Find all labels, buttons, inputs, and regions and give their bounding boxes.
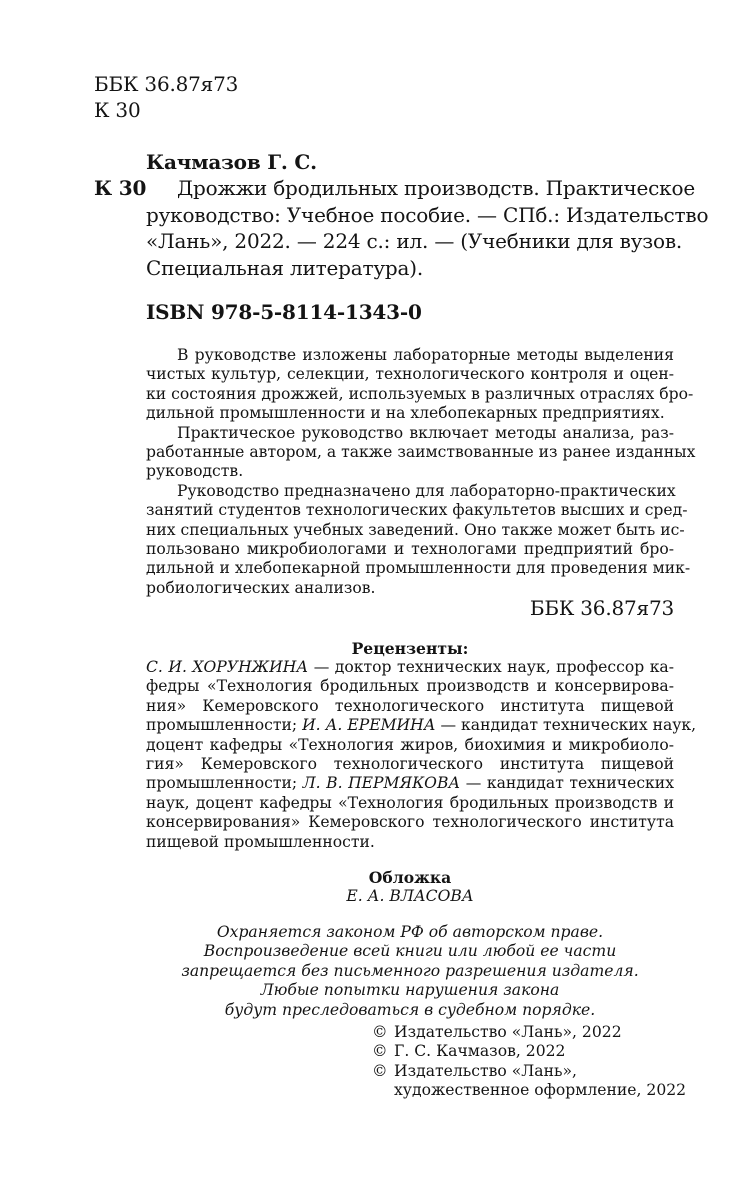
annotation-line: работанные автором, а также заимствованные из ранее изданных: [146, 442, 696, 461]
notice-line: Воспроизведение всей книги или любой ее части: [203, 942, 617, 961]
copyright-line: [372, 1023, 692, 1042]
reviewer-text: доцент кафедры «Технология жиров, биохимия и микробиоло-: [146, 735, 674, 754]
copyright-line: [372, 1081, 692, 1100]
annotation-line: них специальных учебных заведений. Оно также может быть ис-: [146, 520, 685, 539]
entry-line: Дрожжи бродильных производств. Практическое: [177, 176, 695, 200]
reviewer-name: Л. В. ПЕРМЯКОВА: [302, 774, 461, 793]
notice-line: запрещается без письменного разрешения издателя.: [181, 961, 639, 980]
reviewer-text: гия» Кемеровского технологического института пищевой: [146, 754, 674, 773]
bbk-code-bottom: ББК 36.87я73: [529, 596, 674, 620]
reviewers-line: [146, 794, 674, 813]
reviewers-line: [146, 736, 674, 755]
copyright-text: художественное оформление, 2022: [394, 1081, 687, 1100]
annotation-line: В руководстве изложены лабораторные методы выделения: [177, 346, 674, 364]
annotation-line: руководств.: [146, 462, 244, 481]
author-sign-entry: К 30: [94, 176, 147, 200]
annotation-line: занятий студентов технологических факультетов высших и сред-: [146, 501, 688, 520]
annotation-line: ки состояния дрожжей, используемых в различных отраслях бро-: [146, 384, 694, 403]
reviewer-text: промышленности;: [146, 716, 303, 735]
reviewers-line: [146, 658, 674, 677]
copyright-line: [372, 1062, 692, 1081]
copyright-text: Издательство «Лань»,: [394, 1061, 577, 1080]
reviewer-text: — кандидат технических: [460, 774, 674, 793]
copyright-icon: ©: [372, 1023, 388, 1041]
copyright-icon: ©: [372, 1061, 388, 1080]
copyright-notice: [146, 923, 674, 1020]
annotation-line: робиологических анализов.: [146, 578, 376, 597]
copyright-lines: [372, 1023, 692, 1101]
reviewers-line: [146, 697, 674, 716]
reviewers-line: [146, 716, 697, 735]
bbk-code-top: ББК 36.87я73: [94, 72, 239, 96]
reviewers-line: [146, 833, 674, 852]
reviewer-text: промышленности;: [146, 774, 303, 793]
entry-line: Специальная литература).: [146, 256, 423, 281]
reviewer-text: — кандидат технических наук,: [435, 716, 697, 735]
copyright-icon: ©: [372, 1042, 388, 1061]
reviewer-name: И. А. ЕРЕМИНА: [302, 716, 436, 735]
reviewers-line: [146, 677, 674, 696]
copyright-text: Издательство «Лань», 2022: [394, 1023, 622, 1041]
annotation-line: чистых культур, селекции, технологического контроля и оцен-: [146, 365, 674, 384]
annotation-line: Практическое руководство включает методы анализа, раз-: [177, 423, 674, 442]
author-sign-top: К 30: [94, 98, 141, 122]
author-name: Качмазов Г. С.: [146, 150, 317, 174]
cover-designer: Е. А. ВЛАСОВА: [346, 887, 474, 905]
reviewers-line: [146, 774, 674, 793]
reviewer-text: наук, доцент кафедры «Технология бродильных производств и: [146, 793, 674, 812]
copyright-line: [372, 1042, 692, 1061]
cover-heading: Обложка: [368, 868, 452, 887]
reviewer-name: С. И. ХОРУНЖИНА: [146, 658, 309, 676]
reviewers-line: [146, 755, 674, 774]
reviewers-heading: Рецензенты:: [351, 639, 469, 658]
notice-line: будут преследоваться в судебном порядке.: [224, 1000, 596, 1019]
notice-line: Любые попытки нарушения закона: [260, 981, 560, 1000]
bibliographic-entry: [146, 176, 709, 283]
isbn: ISBN 978-5-8114-1343-0: [146, 300, 422, 324]
reviewer-text: консервирования» Кемеровского технологического института: [146, 813, 674, 832]
reviewer-text: — доктор технических наук, профессор ка-: [308, 658, 675, 676]
reviewer-text: пищевой промышленности.: [146, 832, 375, 851]
annotation-line: дильной промышленности и на хлебопекарных предприятиях.: [146, 404, 665, 423]
notice-line: Охраняется законом РФ об авторском праве.: [216, 923, 604, 941]
entry-line: руководство: Учебное пособие. — СПб.: Издательство: [146, 202, 709, 227]
reviewer-text: федры «Технология бродильных производств и консервирова-: [146, 677, 674, 696]
entry-line: «Лань», 2022. — 224 с.: ил. — (Учебники для вузов.: [146, 229, 683, 254]
reviewer-text: ния» Кемеровского технологического института пищевой: [146, 696, 674, 715]
annotation-line: Руководство предназначено для лабораторно-практических: [177, 481, 676, 500]
annotation: [146, 346, 696, 598]
annotation-line: пользовано микробиологами и технологами предприятий бро-: [146, 539, 674, 558]
annotation-line: дильной и хлебопекарной промышленности для проведения мик-: [146, 559, 691, 578]
copyright-text: Г. С. Качмазов, 2022: [394, 1042, 566, 1061]
reviewers-text: [146, 658, 697, 852]
reviewers-line: [146, 813, 674, 832]
